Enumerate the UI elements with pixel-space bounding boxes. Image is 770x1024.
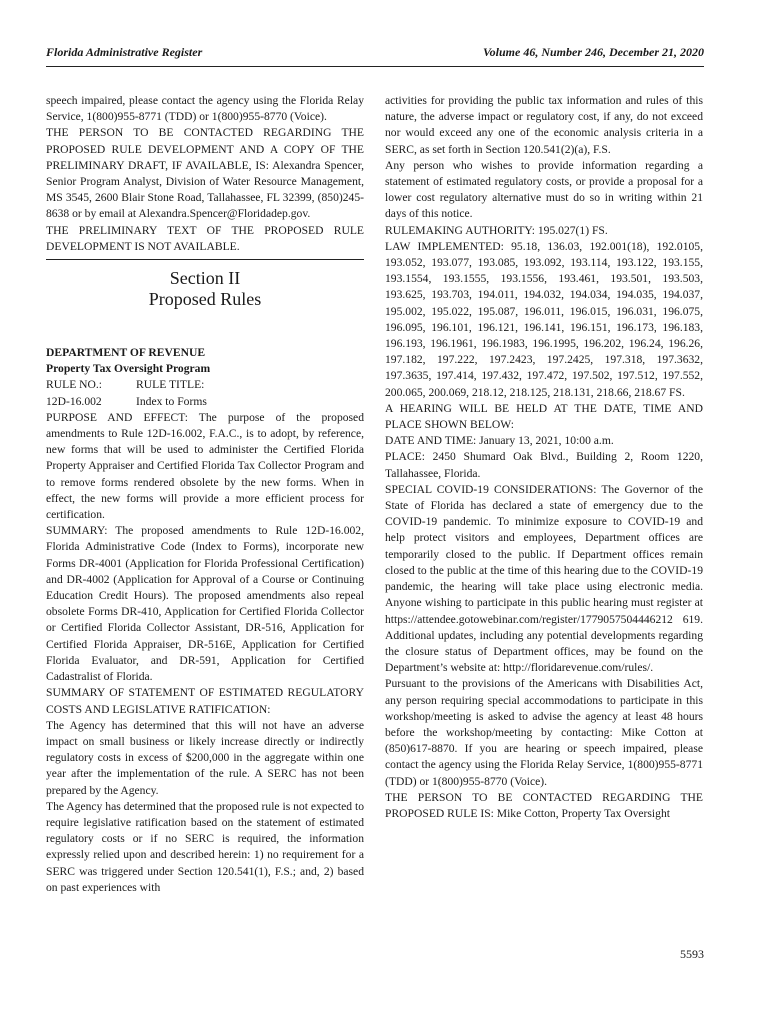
header-rule (46, 66, 704, 67)
contact-person-paragraph: THE PERSON TO BE CONTACTED REGARDING THE PROPOSED RULE IS: Mike Cotton, Property Tax Oversight (385, 790, 703, 820)
program-name: Property Tax Oversight Program (46, 362, 211, 376)
summary-paragraph: SUMMARY: The proposed amendments to Rule 12D-16.002, Florida Administrative Code (Index to Forms), incorporate new Forms DR-4001 (Application for Florida Professional Certification) and DR-4002 (Application for Approval of a Course or Continuing Education Credit Hours). The proposed amendments also repeal obsolete Forms DR-410, Application for Certified Florida Collector or Certified Florida Collector Assistant, DR-516, Application for Certified Florida Appraiser, DR-516E, Application for Certified Florida Evaluator, and DR-591, Application for Certified Cadastralist of Florida. (46, 524, 364, 684)
rulemaking-authority: RULEMAKING AUTHORITY: 195.027(1) FS. (385, 223, 608, 237)
rule-title-label: RULE TITLE: (136, 378, 205, 392)
purpose-paragraph: PURPOSE AND EFFECT: The purpose of the proposed amendments to Rule 12D-16.002, F.A.C., is to adopt, by reference, new forms that will be used to administer the Certified Florida Property Appraiser and Certified Florida Tax Collector Program and to remove forms rendered obsolete by the new forms. When in effect, the new forms will provide a more efficient process for certification. (46, 410, 364, 522)
serc-heading: SUMMARY OF STATEMENT OF ESTIMATED REGULATORY COSTS AND LEGISLATIVE RATIFICATION: (46, 686, 364, 716)
rule-no: 12D-16.002 (46, 394, 102, 408)
preliminary-text-paragraph: THE PRELIMINARY TEXT OF THE PROPOSED RULE DEVELOPMENT IS NOT AVAILABLE. (46, 223, 364, 253)
hearing-notice: A HEARING WILL BE HELD AT THE DATE, TIME AND PLACE SHOWN BELOW: (385, 401, 703, 432)
rule-no-label: RULE NO.: (46, 378, 103, 392)
proposal-paragraph: Any person who wishes to provide information regarding a statement of estimated regulatory costs, or provide a proposal for a lower cost regulatory alternative must do so in writing within 21 days of this notice. (385, 158, 703, 221)
section-divider (46, 259, 364, 260)
right-column (385, 93, 703, 822)
law-implemented: LAW IMPLEMENTED: 95.18, 136.03, 192.001(18), 192.0105, 193.052, 193.077, 193.085, 193.092, 193.114, 193.122, 193.155, 193.1554, 193.1555, 193.1556, 193.461, 193.501, 193.503, 193.625, 193.703, 194.011, 194.032, 194.034, 194.035, 194.037, 195.002, 195.022, 195.087, 196.011, 196.015, 196.031, 196.075, 196.095, 196.101, 196.121, 196.141, 196.151, 196.173, 196.183, 196.193, 196.1961, 196.1983, 196.1995, 196.202, 196.24, 196.26, 197.182, 197.222, 197.2423, 197.2425, 197.318, 197.3632, 197.3635, 197.414, 197.432, 197.472, 197.502, 197.512, 197.552, 200.065, 200.069, 218.12, 218.125, 218.131, 218.66, 218.67 FS. (385, 239, 703, 399)
hearing-place: PLACE: 2450 Shumard Oak Blvd., Building 2, Room 1220, Tallahassee, Florida. (385, 450, 703, 480)
serc-paragraph-2: The Agency has determined that the proposed rule is not expected to require legislative ratification based on the statement of estimated regulatory costs or if no SERC is required, the information expressly relied upon and described herein: 1) no requirement for a SERC was triggered under Section 120.541(1), F.S.; and, 2) based on past experiences with (46, 799, 364, 894)
left-column (46, 93, 364, 896)
serc-paragraph-1: The Agency has determined that this will not have an adverse impact on small business or likely increase directly or indirectly regulatory costs in excess of $200,000 in the aggregate within one year after the implementation of the rule. A SERC has not been prepared by the Agency. (46, 718, 364, 797)
contact-paragraph: speech impaired, please contact the agency using the Florida Relay Service, 1(800)955-8771 (TDD) or 1(800)955-8770 (Voice). (46, 94, 364, 124)
ada-paragraph: Pursuant to the provisions of the Americans with Disabilities Act, any person requiring special accommodations to participate in this workshop/meeting is asked to advise the agency at least 48 hours before the workshop/meeting by contacting: Mike Cotton at (850)617-8870. If you are hearing or speech impaired, please contact the agency using the Florida Relay Service, 1(800)955-8771 (TDD) or 1(800)955-8770 (Voice). (385, 677, 703, 788)
page-number: 5593 (680, 947, 704, 961)
contact-person-paragraph: THE PERSON TO BE CONTACTED REGARDING THE PROPOSED RULE DEVELOPMENT AND A COPY OF THE PRELIMINARY DRAFT, IF AVAILABLE, IS: Alexandra Spencer, Senior Program Analyst, Division of Water Resource Management, MS 3545, 2600 Blair Stone Road, Tallahassee, FL 32399, (850)245-8638 or by email at Alexandra.Spencer@Floridadep.gov. (46, 126, 364, 221)
section-number: Section II (169, 268, 241, 289)
economic-paragraph: activities for providing the public tax information and rules of this nature, the adverse impact or regulatory cost, if any, do not exceed nor would exceed any one of the economic analysis criteria in a SERC, as set forth in Section 120.541(2)(a), F.S. (385, 94, 703, 156)
rule-label-row (46, 377, 364, 393)
agency-name: DEPARTMENT OF REVENUE (46, 346, 206, 360)
volume-info: Volume 46, Number 246, December 21, 2020 (483, 45, 704, 59)
section-title: Proposed Rules (148, 289, 262, 310)
covid-paragraph: SPECIAL COVID-19 CONSIDERATIONS: The Governor of the State of Florida has declared a state of emergency due to the COVID-19 pandemic. To minimize exposure to COVID-19 and help protect visitors and employees, Department offices are temporarily closed to the public. If Department offices remain closed to the public at the time of this hearing due to the COVID-19 pandemic, the hearing will take place using electronic media. Anyone wishing to participate in this public hearing must register at https://attendee.gotowebinar.com/register/1779057504446212 619. Additional updates, including any potential developments regarding the closure status of Department offices, may be found on the Department’s website at: http://floridarevenue.com/rules/. (385, 482, 703, 675)
rule-title: Index to Forms (136, 394, 207, 408)
hearing-datetime: DATE AND TIME: January 13, 2021, 10:00 a.m. (385, 434, 614, 448)
page-header (46, 45, 704, 63)
rule-value-row (46, 394, 364, 410)
publication-title: Florida Administrative Register (46, 45, 203, 59)
